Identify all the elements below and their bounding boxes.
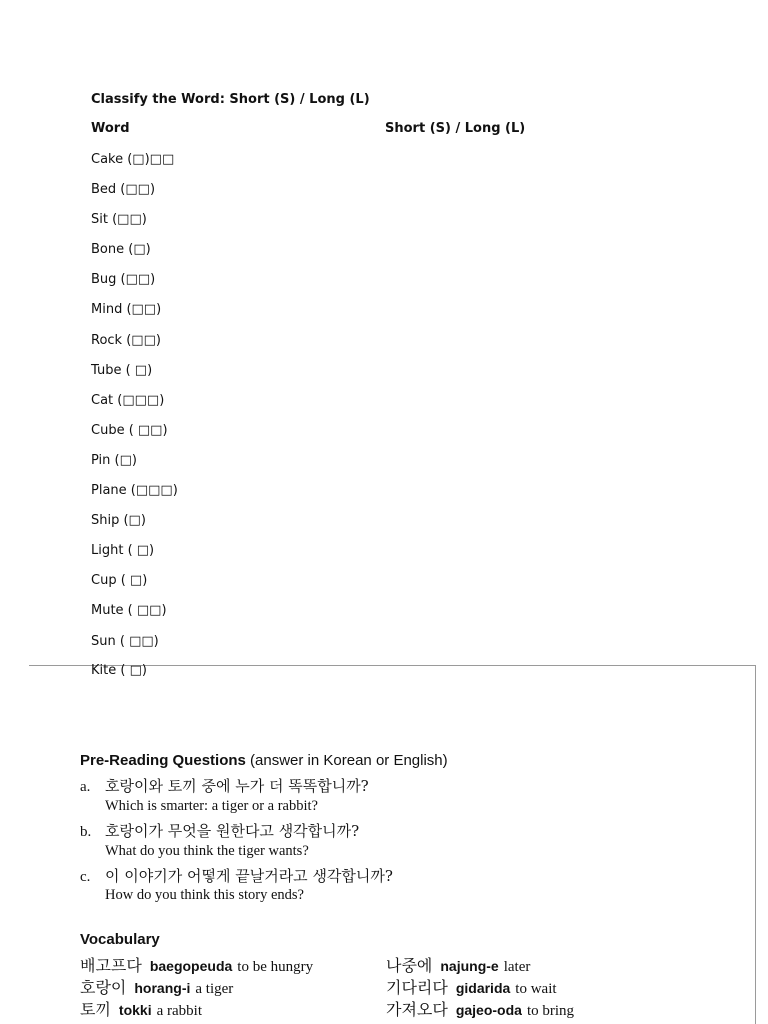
- vocab-item: [386, 953, 530, 976]
- vocab-english: a rabbit: [156, 1003, 203, 1019]
- question-korean: 호랑이와 토끼 중에 누가 더 똑똑합니까?: [105, 777, 369, 795]
- question-mark: a.: [80, 779, 91, 795]
- vocab-item: [386, 975, 557, 998]
- worksheet-heading: Classify the Word: Short (S) / Long (L): [91, 92, 370, 107]
- prereading-title: [80, 752, 448, 769]
- word-list: [91, 151, 178, 663]
- word-item: Sun ( □□): [91, 633, 159, 649]
- word-item: Tube ( □): [91, 362, 153, 378]
- question-a: [80, 775, 369, 796]
- vocab-item: [80, 975, 233, 998]
- word-item: Light ( □): [91, 543, 155, 559]
- vocab-romanization: gidarida: [455, 980, 511, 996]
- vocab-item: [386, 997, 574, 1020]
- column-header-word: Word: [91, 121, 130, 136]
- vocab-romanization: baegopeuda: [149, 958, 233, 974]
- word-item: Pin (□): [91, 452, 137, 468]
- vocab-romanization: horang-i: [134, 980, 191, 996]
- vocab-korean: 토끼: [80, 1000, 111, 1019]
- word-item: Plane (□□□): [91, 483, 178, 499]
- question-english: What do you think the tiger wants?: [105, 843, 309, 859]
- prereading-title-bold: Pre-Reading Questions: [80, 752, 246, 769]
- question-english: How do you think this story ends?: [105, 887, 304, 903]
- vocab-korean: 호랑이: [80, 978, 127, 997]
- word-item: Bug (□□): [91, 272, 156, 288]
- word-item: Bed (□□): [91, 182, 156, 198]
- column-header-short-long: Short (S) / Long (L): [385, 121, 526, 136]
- word-item: Ship (□): [91, 513, 146, 529]
- vocab-korean: 가져오다: [386, 1000, 448, 1019]
- question-b: [80, 820, 359, 841]
- vocab-english: to be hungry: [237, 959, 314, 975]
- vocab-item: [80, 953, 313, 976]
- vocab-romanization: gajeo-oda: [455, 1002, 522, 1018]
- word-item: Cube ( □□): [91, 422, 168, 438]
- word-item: Cake (□)□□: [91, 152, 175, 167]
- vocab-korean: 기다리다: [386, 978, 448, 997]
- vocab-korean: 나중에: [386, 956, 433, 975]
- vocab-item: [80, 997, 202, 1020]
- question-korean: 이 이야기가 어떻게 끝날거라고 생각합니까?: [105, 867, 393, 885]
- word-item: Cat (□□□): [91, 392, 165, 408]
- vocab-korean: 배고프다: [80, 956, 142, 975]
- prereading-title-rest: (answer in Korean or English): [245, 752, 448, 769]
- word-item: Mind (□□): [91, 302, 162, 318]
- word-item: Cup ( □): [91, 573, 148, 589]
- question-mark: b.: [80, 824, 92, 840]
- word-item: Sit (□□): [91, 212, 147, 228]
- question-c: [80, 865, 393, 886]
- vocab-english: to wait: [515, 981, 557, 997]
- word-item: Rock (□□): [91, 332, 161, 348]
- vocab-english: to bring: [526, 1003, 575, 1019]
- word-item: Bone (□): [91, 242, 151, 258]
- word-item: Mute ( □□): [91, 603, 167, 619]
- vocab-romanization: tokki: [118, 1002, 152, 1018]
- question-english: Which is smarter: a tiger or a rabbit?: [105, 798, 318, 814]
- question-korean: 호랑이가 무엇을 원한다고 생각합니까?: [105, 822, 360, 840]
- question-mark: c.: [80, 869, 91, 885]
- vocabulary-title: Vocabulary: [80, 931, 160, 948]
- vocab-romanization: najung-e: [440, 958, 499, 974]
- word-item-last: Kite ( □): [91, 663, 147, 678]
- vocab-english: later: [503, 959, 531, 975]
- vocab-english: a tiger: [195, 981, 234, 997]
